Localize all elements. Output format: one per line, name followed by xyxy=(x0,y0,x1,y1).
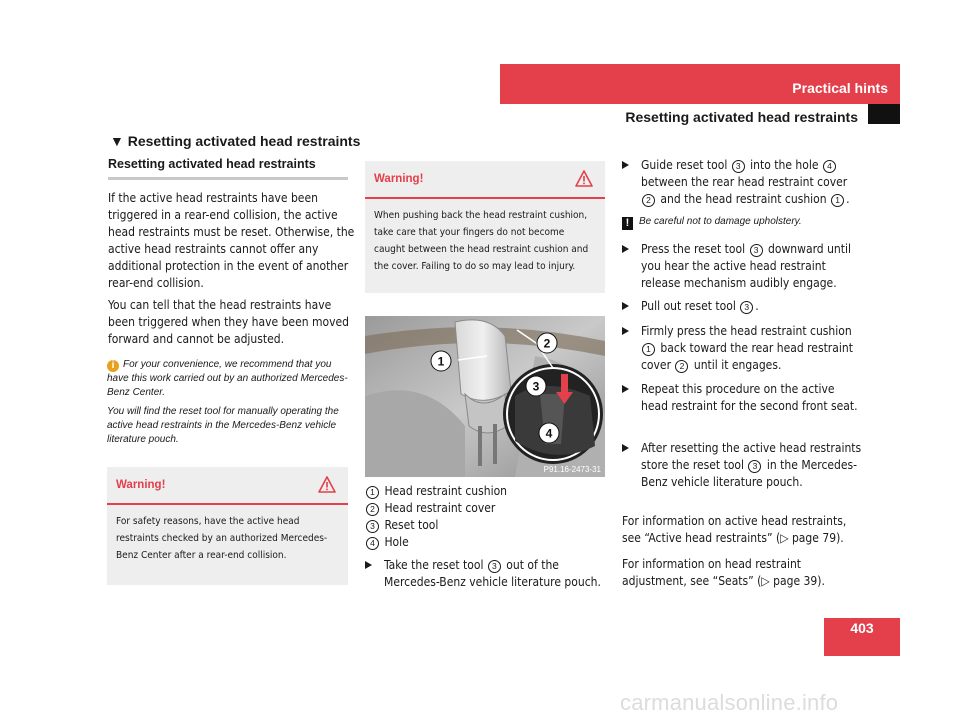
step-press-tool: Press the reset tool 3 downward until you hear the active head restraint release mechanism audibly engage. xyxy=(622,241,862,292)
caution-text: Be careful not to damage upholstery. xyxy=(639,216,802,227)
step-pull-tool: Pull out reset tool 3 . xyxy=(622,298,862,315)
info-icon: i xyxy=(107,360,119,372)
subsection-heading: Resetting activated head restraints xyxy=(108,157,348,180)
svg-text:1: 1 xyxy=(437,354,445,369)
step-arrow-icon xyxy=(622,302,629,310)
legend-item: 1 Head restraint cushion xyxy=(365,483,605,500)
photo-caption: P91.16-2473-31 xyxy=(543,465,601,474)
section-title: ▼ Resetting activated head restraints xyxy=(110,133,361,149)
header-tab-marker xyxy=(868,104,900,124)
info-text-2: You will find the reset tool for manually operating the active head restraints in the Mercedes-Benz vehicle literature pouch. xyxy=(107,406,339,445)
step-store-tool: After resetting the active head restraints store the reset tool 3 in the Mercedes-Benz vehicle literature pouch. xyxy=(622,440,862,491)
step-repeat: Repeat this procedure on the active head restraint for the second front seat. xyxy=(622,381,862,415)
info-note xyxy=(107,358,355,452)
warning-triangle-icon xyxy=(318,476,336,493)
step-arrow-icon xyxy=(622,385,629,393)
head-restraint-illustration xyxy=(365,316,605,477)
warning-box-collision xyxy=(107,467,348,585)
step-arrow-icon xyxy=(622,245,629,253)
info-text-1: For your convenience, we recommend that you have this work carried out by an authorized Mercedes-Benz Center. xyxy=(107,359,348,398)
marker-1 xyxy=(431,351,451,371)
svg-text:4: 4 xyxy=(545,426,553,441)
page-header-title: Resetting activated head restraints xyxy=(625,109,858,125)
section-label: Practical hints xyxy=(792,80,888,96)
step-arrow-icon xyxy=(622,161,629,169)
legend-item: 4 Hole xyxy=(365,534,605,551)
step-arrow-icon xyxy=(365,561,372,569)
intro-paragraph: If the active head restraints have been triggered in a rear-end collision, the active head restraints must be reset. Otherwise, the active head restraints cannot offer any additional protection in the event of another rear-end collision. xyxy=(108,191,355,290)
caution-note xyxy=(622,216,862,230)
caution-icon: ! xyxy=(622,217,633,230)
reference-seats: For information on head restraint adjustment, see “Seats” (▷ page 39). xyxy=(622,557,825,588)
svg-text:2: 2 xyxy=(543,336,551,351)
page-number-box xyxy=(824,618,900,656)
svg-text:3: 3 xyxy=(532,379,540,394)
reference-active-head-restraints: For information on active head restraints, see “Active head restraints” (▷ page 79). xyxy=(622,514,847,545)
triggered-paragraph: You can tell that the head restraints have been triggered when they have been moved forward and cannot be adjusted. xyxy=(108,298,350,346)
legend xyxy=(365,483,605,551)
legend-item: 2 Head restraint cover xyxy=(365,500,605,517)
warning-triangle-icon xyxy=(575,170,593,187)
warning-title: Warning! xyxy=(374,173,424,185)
head-restraint-photo xyxy=(365,316,605,477)
page-number: 403 xyxy=(850,620,874,636)
step-arrow-icon xyxy=(622,327,629,335)
warning-body: For safety reasons, have the active head restraints checked by an authorized Mercedes-Benz Center after a rear-end collision. xyxy=(116,516,328,561)
marker-2 xyxy=(537,333,557,353)
warning-box-fingers xyxy=(365,161,605,293)
step-arrow-icon xyxy=(622,444,629,452)
warning-title: Warning! xyxy=(116,479,166,491)
marker-4 xyxy=(539,423,559,443)
step-take-tool: Take the reset tool 3 out of the Mercedes-Benz vehicle literature pouch. xyxy=(365,557,605,591)
step-press-cushion: Firmly press the head restraint cushion 1 back toward the rear head restraint cover 2 until it engages. xyxy=(622,323,862,374)
header-bar xyxy=(500,64,900,104)
step-guide-tool: Guide reset tool 3 into the hole 4 between the rear head restraint cover 2 and the head restraint cushion 1 . xyxy=(622,157,862,208)
warning-body: When pushing back the head restraint cushion, take care that your fingers do not become caught between the head restraint cushion and the cover. Failing to do so may lead to injury. xyxy=(374,210,589,272)
marker-3 xyxy=(526,376,546,396)
watermark: carmanualsonline.info xyxy=(620,690,839,715)
legend-item: 3 Reset tool xyxy=(365,517,605,534)
